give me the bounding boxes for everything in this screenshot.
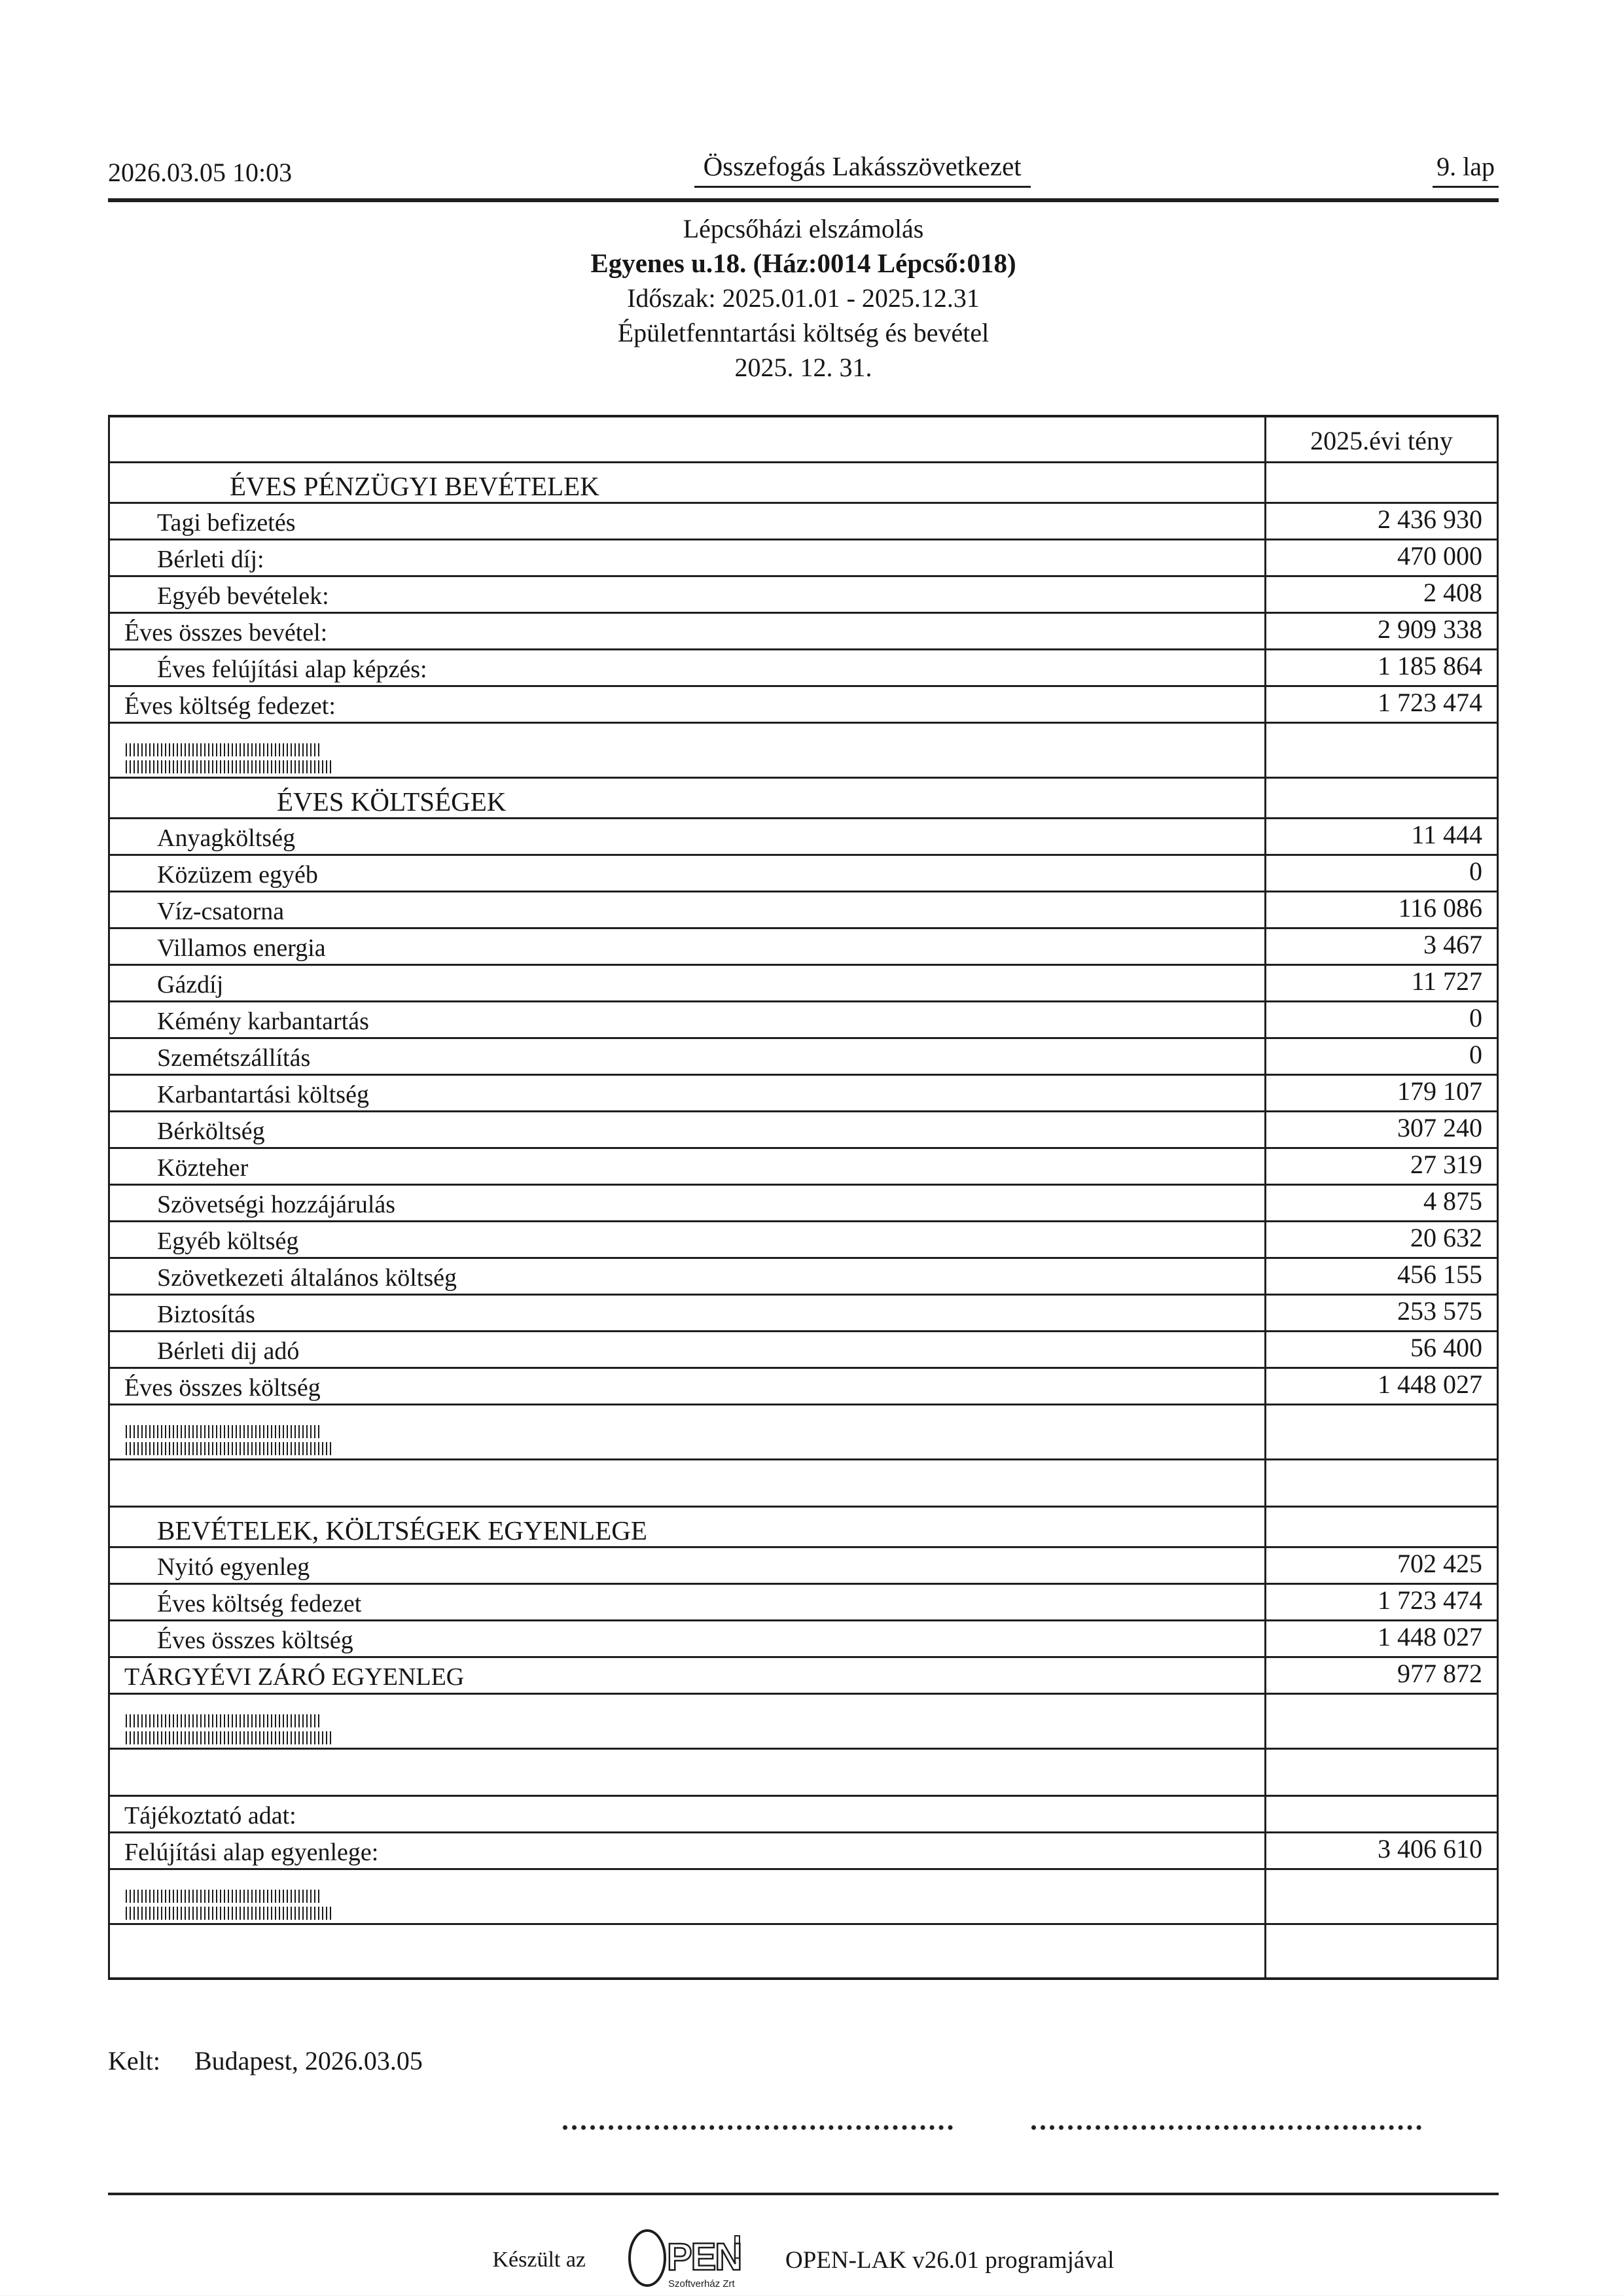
header-rule [108, 198, 1499, 202]
page-header [108, 0, 1499, 188]
page-content [108, 0, 1499, 2296]
row-label-cell [110, 929, 1266, 964]
signature-line-right [1031, 2125, 1421, 2130]
row-label-cell [110, 1870, 1266, 1923]
table-row-item [110, 856, 1497, 892]
row-label: TÁRGYÉVI ZÁRÓ EGYENLEG [124, 1663, 465, 1691]
hatch-pattern [126, 1890, 334, 1920]
row-label: Felújítási alap egyenlege: [124, 1839, 379, 1866]
row-label: Gázdíj [157, 971, 224, 998]
table-row-item [110, 577, 1497, 614]
page-number: 9. lap [1433, 151, 1499, 188]
value-column-header: 2025.évi tény [1310, 426, 1453, 455]
footer-credit [108, 2224, 1499, 2296]
row-label: Bérköltség [157, 1118, 265, 1145]
row-label: Éves összes költség [157, 1627, 353, 1654]
row-value-cell [1266, 779, 1497, 817]
table-row-hatch [110, 1695, 1497, 1750]
statement-table [108, 415, 1499, 1980]
table-row-item [110, 1658, 1497, 1695]
table-row-item [110, 1797, 1497, 1833]
row-value-cell: 977 872 [1397, 1659, 1482, 1688]
table-row-item [110, 892, 1497, 929]
row-label: Éves költség fedezet: [124, 692, 336, 720]
report-type-title: Lépcsőházi elszámolás [683, 214, 924, 243]
table-row-hatch [110, 1870, 1497, 1925]
row-value-cell [1266, 1870, 1497, 1923]
row-label: Éves felújítási alap képzés: [157, 656, 427, 683]
as-of-date-title: 2025. 12. 31. [734, 353, 872, 382]
row-label-cell [110, 1332, 1266, 1367]
row-value-cell: 0 [1469, 1040, 1482, 1069]
row-label-cell [110, 892, 1266, 927]
open-logo [625, 2224, 749, 2296]
row-label-cell [110, 1460, 1266, 1506]
table-row-item [110, 1259, 1497, 1296]
table-row-item [110, 1369, 1497, 1405]
signature-line-left [563, 2125, 953, 2130]
row-label: Éves költség fedezet [157, 1590, 362, 1617]
table-row-item [110, 1149, 1497, 1186]
hatch-pattern [126, 743, 334, 774]
row-value-cell: 470 000 [1397, 541, 1482, 571]
row-value-cell: 11 444 [1411, 820, 1482, 849]
table-row-filler [110, 1925, 1497, 1977]
row-label: Anyagköltség [157, 824, 296, 852]
table-row-item [110, 614, 1497, 650]
table-row-item [110, 1621, 1497, 1658]
row-label: Nyitó egyenleg [157, 1553, 310, 1581]
row-label-cell [110, 577, 1266, 612]
row-value-cell: 3 467 [1423, 930, 1482, 959]
hatch-pattern [126, 1714, 334, 1745]
hatch-bar [126, 1731, 334, 1744]
hatch-bar [126, 743, 322, 756]
period-title: Időszak: 2025.01.01 - 2025.12.31 [627, 283, 980, 313]
row-label-cell [110, 540, 1266, 575]
row-value-cell: 2 909 338 [1378, 614, 1482, 644]
row-label-cell [110, 1076, 1266, 1110]
row-value-cell: 1 723 474 [1378, 688, 1482, 717]
row-value-cell [1266, 1508, 1497, 1546]
row-value-cell: 2 436 930 [1378, 504, 1482, 534]
row-label: Egyéb bevételek: [157, 582, 329, 610]
table-row-section [110, 779, 1497, 819]
dateline-value: Budapest, 2026.03.05 [194, 2046, 423, 2075]
hatch-bar [126, 1714, 322, 1727]
row-value-cell: 3 406 610 [1378, 1834, 1482, 1863]
row-label: Villamos energia [157, 934, 326, 962]
table-row-hatch [110, 724, 1497, 779]
row-label-cell [110, 417, 1266, 461]
row-value-cell: 1 723 474 [1378, 1585, 1482, 1615]
row-value-cell: 702 425 [1397, 1549, 1482, 1578]
row-label-cell [110, 1186, 1266, 1220]
table-row-item [110, 929, 1497, 966]
dateline-label: Kelt: [108, 2046, 160, 2075]
row-label: Bérleti dij adó [157, 1337, 300, 1365]
subject-title: Épületfenntartási költség és bevétel [617, 318, 990, 347]
row-label-cell [110, 1405, 1266, 1458]
row-value-cell: 2 408 [1423, 578, 1482, 607]
row-value-cell [1266, 463, 1497, 502]
row-label: Bérleti díj: [157, 546, 264, 573]
table-row-item [110, 1296, 1497, 1332]
row-label: Karbantartási költség [157, 1081, 369, 1108]
row-value-cell [1266, 1695, 1497, 1748]
row-label-cell [110, 724, 1266, 777]
row-label-cell [110, 1369, 1266, 1404]
signature-area [563, 2125, 1499, 2130]
row-label-cell [110, 650, 1266, 685]
table-row-item [110, 1548, 1497, 1585]
row-label-cell [110, 966, 1266, 1000]
made-with-prefix: Készült az [492, 2248, 586, 2272]
row-label-cell [110, 1222, 1266, 1257]
row-label-cell [110, 1548, 1266, 1583]
organization-name: Összefogás Lakásszövetkezet [694, 150, 1031, 188]
row-value-cell: 179 107 [1397, 1076, 1482, 1106]
row-label-cell [110, 779, 1266, 817]
row-label: Kémény karbantartás [157, 1008, 369, 1035]
section-title: ÉVES KÖLTSÉGEK [277, 786, 507, 817]
row-label-cell [110, 856, 1266, 891]
hatch-bar [126, 1425, 322, 1438]
made-with-suffix: OPEN-LAK v26.01 programjával [785, 2246, 1115, 2274]
table-row-section [110, 463, 1497, 504]
table-row-section [110, 1508, 1497, 1548]
table-row-item [110, 1076, 1497, 1112]
table-row-item [110, 650, 1497, 687]
row-label-cell [110, 1585, 1266, 1619]
row-value-cell [1266, 1750, 1497, 1795]
row-value-cell: 116 086 [1398, 893, 1482, 923]
table-row-item [110, 1039, 1497, 1076]
row-value-cell: 1 448 027 [1378, 1369, 1482, 1399]
table-row-colheader [110, 417, 1497, 463]
row-label-cell [110, 1695, 1266, 1748]
table-row-item [110, 1332, 1497, 1369]
row-label-cell [110, 1296, 1266, 1330]
row-value-cell: 0 [1469, 857, 1482, 886]
row-label-cell [110, 463, 1266, 502]
logo-o-shape [630, 2231, 665, 2286]
row-label-cell [110, 614, 1266, 648]
row-label: Tájékoztató adat: [124, 1802, 296, 1829]
row-value-cell: 1 448 027 [1378, 1622, 1482, 1651]
row-label-cell [110, 1797, 1266, 1831]
print-timestamp: 2026.03.05 10:03 [108, 158, 293, 187]
row-value-cell: 1 185 864 [1378, 651, 1482, 680]
row-value-cell: 20 632 [1410, 1223, 1482, 1252]
row-value-cell: 456 155 [1397, 1260, 1482, 1289]
table-row-item [110, 687, 1497, 724]
row-value-cell: 56 400 [1410, 1333, 1482, 1362]
row-label: Szövetségi hozzájárulás [157, 1191, 396, 1218]
hatch-bar [126, 760, 334, 773]
row-value-cell [1266, 1405, 1497, 1458]
table-row-item [110, 819, 1497, 856]
dateline [108, 2045, 1499, 2076]
table-row-item [110, 1222, 1497, 1259]
row-value-cell [1266, 1925, 1497, 1977]
row-value-cell: 0 [1469, 1003, 1482, 1033]
row-value-cell [1266, 1797, 1497, 1831]
row-label: Közteher [157, 1154, 249, 1182]
row-label-cell [110, 819, 1266, 854]
table-row-item [110, 1112, 1497, 1149]
footer-rule [108, 2193, 1499, 2195]
row-label: Szövetkezeti általános költség [157, 1264, 457, 1292]
table-row-item [110, 504, 1497, 540]
row-value-cell [1266, 1460, 1497, 1506]
table-row-item [110, 1833, 1497, 1870]
row-label-cell [110, 1259, 1266, 1294]
row-label-cell [110, 1002, 1266, 1037]
row-value-cell [1266, 724, 1497, 777]
row-label: Biztosítás [157, 1301, 255, 1328]
logo-sub-text: Szoftverház Zrt [668, 2278, 735, 2289]
row-label: Víz-csatorna [157, 898, 285, 925]
row-label-cell [110, 1658, 1266, 1693]
row-label-cell [110, 687, 1266, 722]
row-label-cell [110, 1149, 1266, 1184]
row-label-cell [110, 1039, 1266, 1074]
row-label-cell [110, 1925, 1266, 1977]
row-label-cell [110, 1112, 1266, 1147]
row-label-cell [110, 1833, 1266, 1868]
row-label: Éves összes költség [124, 1374, 321, 1402]
hatch-bar [126, 1907, 334, 1920]
row-value-cell: 11 727 [1411, 966, 1482, 996]
row-label: Közüzem egyéb [157, 861, 318, 889]
table-row-blank [110, 1460, 1497, 1508]
row-label: Tagi befizetés [157, 509, 296, 537]
logo-brand-text: PEN [667, 2236, 741, 2278]
hatch-pattern [126, 1425, 334, 1456]
section-title: ÉVES PÉNZÜGYI BEVÉTELEK [230, 471, 599, 501]
row-label: Éves összes bevétel: [124, 619, 328, 646]
table-row-item [110, 1186, 1497, 1222]
row-value-cell: 253 575 [1397, 1296, 1482, 1326]
section-title: BEVÉTELEK, KÖLTSÉGEK EGYENLEGE [157, 1515, 647, 1545]
address-title: Egyenes u.18. (Ház:0014 Lépcső:018) [590, 248, 1016, 278]
row-label: Szemétszállítás [157, 1044, 311, 1072]
table-row-blank [110, 1750, 1497, 1797]
row-label: Egyéb költség [157, 1227, 299, 1255]
table-row-item [110, 1585, 1497, 1621]
table-row-item [110, 1002, 1497, 1039]
row-value-cell: 4 875 [1423, 1186, 1482, 1216]
row-label-cell [110, 1508, 1266, 1546]
title-block [108, 211, 1499, 385]
table-row-item [110, 966, 1497, 1002]
row-label-cell [110, 1621, 1266, 1656]
hatch-bar [126, 1442, 334, 1455]
row-value-cell: 27 319 [1410, 1150, 1482, 1179]
table-row-item [110, 540, 1497, 577]
row-label-cell [110, 504, 1266, 539]
table-row-hatch [110, 1405, 1497, 1460]
row-label-cell [110, 1750, 1266, 1795]
hatch-bar [126, 1890, 322, 1903]
statement-table-body [110, 417, 1497, 1977]
row-value-cell: 307 240 [1397, 1113, 1482, 1142]
